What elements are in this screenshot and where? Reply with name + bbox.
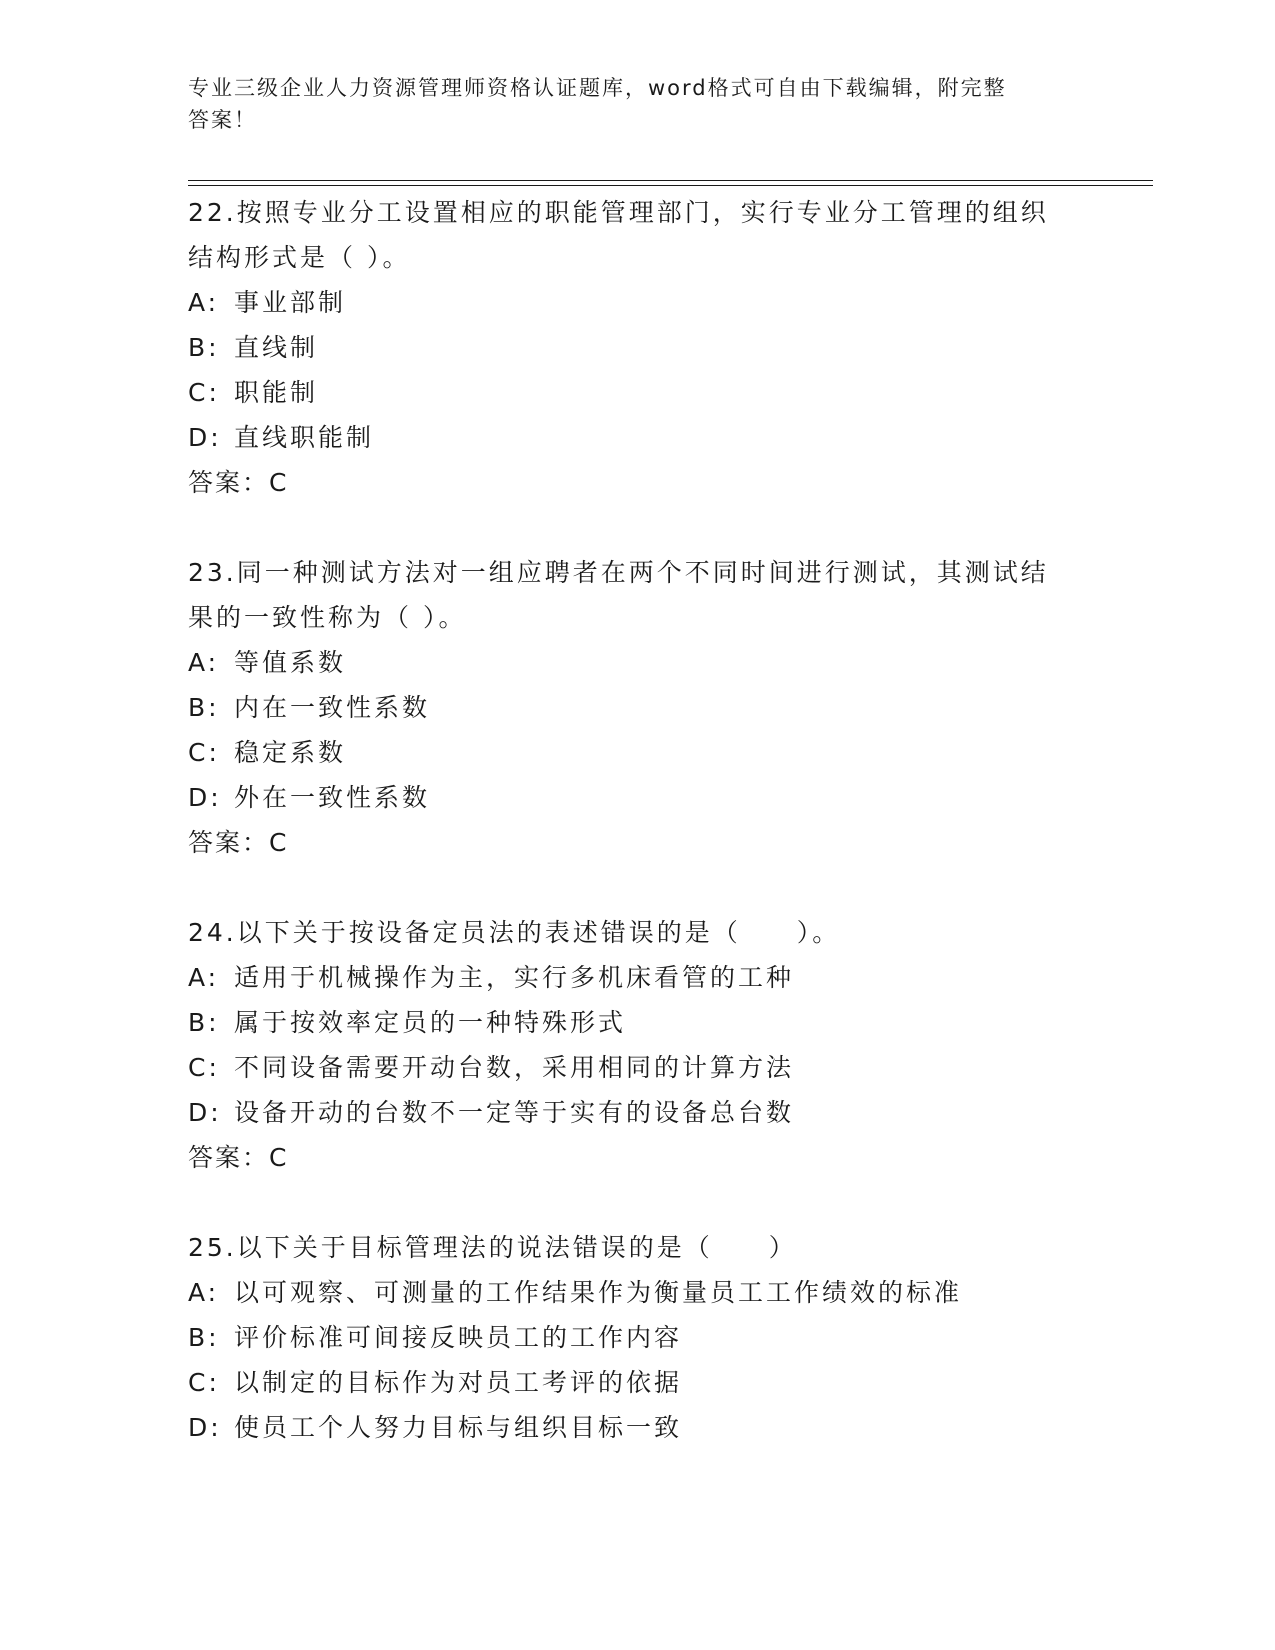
option-d [188, 1405, 1088, 1450]
option-text: 适用于机械操作为主，实行多机床看管的工种 [234, 963, 795, 992]
option-letter: B: [188, 1008, 220, 1037]
option-text: 不同设备需要开动台数，采用相同的计算方法 [234, 1053, 795, 1082]
option-b [188, 1000, 1088, 1045]
answer-line: 答案：C [188, 1143, 289, 1172]
option-letter: D: [188, 423, 222, 452]
option-a [188, 1270, 1088, 1315]
question-stem-line: 24.以下关于按设备定员法的表述错误的是（ ）。 [188, 918, 841, 947]
header-line-1: 专业三级企业人力资源管理师资格认证题库，word格式可自由下载编辑，附完整 [188, 76, 1007, 100]
option-d [188, 415, 1088, 460]
option-text: 评价标准可间接反映员工的工作内容 [234, 1323, 683, 1352]
question-spacer [188, 1181, 1088, 1225]
option-text: 直线制 [234, 333, 319, 362]
option-d [188, 1090, 1088, 1135]
option-text: 属于按效率定员的一种特殊形式 [234, 1008, 627, 1037]
option-letter: D: [188, 1413, 222, 1442]
question-stem [188, 550, 1088, 640]
option-letter: B: [188, 1323, 220, 1352]
question-25 [188, 1225, 1088, 1450]
option-c [188, 1045, 1088, 1090]
header-divider-bottom [188, 185, 1153, 186]
question-list [188, 190, 1088, 1450]
answer-line: 答案：C [188, 828, 289, 857]
option-letter: B: [188, 693, 220, 722]
option-letter: C: [188, 1368, 220, 1397]
option-d [188, 775, 1088, 820]
option-text: 外在一致性系数 [234, 783, 431, 812]
question-spacer [188, 506, 1088, 550]
option-letter: A: [188, 963, 220, 992]
header-line-2: 答案！ [188, 108, 257, 132]
question-stem-line: 23.同一种测试方法对一组应聘者在两个不同时间进行测试，其测试结 [188, 558, 1049, 587]
option-b [188, 685, 1088, 730]
question-stem-line: 25.以下关于目标管理法的说法错误的是（ ） [188, 1233, 797, 1262]
option-text: 以制定的目标作为对员工考评的依据 [234, 1368, 683, 1397]
option-c [188, 1360, 1088, 1405]
option-text: 稳定系数 [234, 738, 347, 767]
question-spacer [188, 866, 1088, 910]
question-24 [188, 910, 1088, 1181]
header-divider-top [188, 180, 1153, 181]
option-letter: A: [188, 1278, 220, 1307]
option-text: 内在一致性系数 [234, 693, 431, 722]
question-23 [188, 550, 1088, 866]
answer-line: 答案：C [188, 468, 289, 497]
option-letter: C: [188, 738, 220, 767]
question-22 [188, 190, 1088, 506]
option-a [188, 955, 1088, 1000]
question-stem-line: 22.按照专业分工设置相应的职能管理部门，实行专业分工管理的组织 [188, 198, 1049, 227]
option-text: 设备开动的台数不一定等于实有的设备总台数 [234, 1098, 795, 1127]
option-c [188, 730, 1088, 775]
option-letter: C: [188, 378, 220, 407]
option-letter: D: [188, 1098, 222, 1127]
option-letter: A: [188, 288, 220, 317]
option-letter: B: [188, 333, 220, 362]
option-text: 使员工个人努力目标与组织目标一致 [234, 1413, 683, 1442]
option-text: 等值系数 [234, 648, 347, 677]
option-text: 直线职能制 [234, 423, 375, 452]
question-stem [188, 910, 1088, 955]
question-stem-line: 结构形式是（ ）。 [188, 243, 411, 272]
option-letter: A: [188, 648, 220, 677]
document-header [188, 72, 1068, 136]
option-text: 以可观察、可测量的工作结果作为衡量员工工作绩效的标准 [234, 1278, 963, 1307]
option-c [188, 370, 1088, 415]
option-letter: C: [188, 1053, 220, 1082]
option-a [188, 280, 1088, 325]
option-b [188, 1315, 1088, 1360]
option-text: 事业部制 [234, 288, 347, 317]
question-stem [188, 190, 1088, 280]
question-stem-line: 果的一致性称为（ ）。 [188, 603, 467, 632]
option-b [188, 325, 1088, 370]
option-a [188, 640, 1088, 685]
option-text: 职能制 [234, 378, 319, 407]
question-stem [188, 1225, 1088, 1270]
option-letter: D: [188, 783, 222, 812]
